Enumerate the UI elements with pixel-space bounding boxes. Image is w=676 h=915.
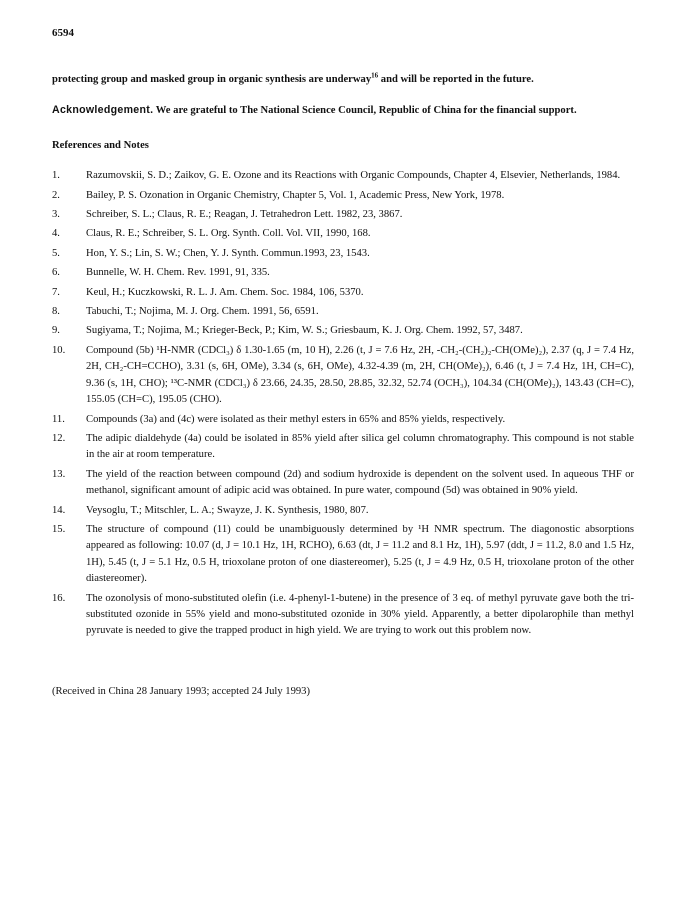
- reference-item: [52, 226, 634, 242]
- reference-item: [52, 207, 634, 223]
- intro-paragraph: [52, 72, 634, 88]
- acknowledgement-paragraph: [52, 102, 634, 119]
- reference-text: Keul, H.; Kuczkowski, R. L. J. Am. Chem. Soc. 1984, 106, 5370.: [86, 286, 364, 298]
- reference-item: [52, 431, 634, 464]
- reference-number: 2.: [52, 189, 60, 201]
- reference-text: Compound (5b) ¹H-NMR (CDCl₃) δ 1.30-1.65 (m, 10 H), 2.26 (t, J = 7.6 Hz, 2H, -CH₂-(CH₂)₂-CH(OMe)₂), 2.37 (q, J = 7.4 Hz, 2H, CH₂-CH=CCHO), 3.31 (s, 6H, OMe), 3.34 (s, 6H, OMe), 4.32-4.39 (m, 2H, CH(OMe)₂), 6.46 (t, J = 7.4 Hz, 1H, CH=C), 9.36 (s, 1H, CHO); ¹³C-NMR (CDCl₃) δ 23.66, 24.35, 28.50, 28.85, 32.32, 52.74 (OCH₃), 104.34 (CH(OMe)₂), 143.43 (CH=C), 155.05 (CH=C), 195.05 (CHO).: [86, 344, 634, 406]
- reference-text: Compounds (3a) and (4c) were isolated as their methyl esters in 65% and 85% yields, respectively.: [86, 413, 506, 425]
- reference-number: 13.: [52, 468, 66, 480]
- reference-text: Bailey, P. S. Ozonation in Organic Chemistry, Chapter 5, Vol. 1, Academic Press, New York, 1978.: [86, 189, 505, 201]
- reference-number: 5.: [52, 247, 60, 259]
- reference-text: Veysoglu, T.; Mitschler, L. A.; Swayze, J. K. Synthesis, 1980, 807.: [86, 504, 369, 516]
- reference-number: 14.: [52, 504, 66, 516]
- reference-text: Hon, Y. S.; Lin, S. W.; Chen, Y. J. Synth. Commun.1993, 23, 1543.: [86, 247, 370, 259]
- reference-item: [52, 246, 634, 262]
- acknowledgement-label: Acknowledgement.: [52, 104, 154, 117]
- reference-number: 11.: [52, 413, 65, 425]
- reference-item: [52, 591, 634, 640]
- reference-item: [52, 503, 634, 519]
- reference-text: Razumovskii, S. D.; Zaikov, G. E. Ozone and its Reactions with Organic Compounds, Chapter 4, Elsevier, Netherlands, 1984.: [86, 170, 621, 182]
- reference-number: 9.: [52, 325, 60, 337]
- intro-text-end: and will be reported in the future.: [378, 74, 534, 85]
- reference-item: [52, 522, 634, 588]
- reference-number: 12.: [52, 432, 66, 444]
- intro-superscript: 16: [371, 71, 379, 80]
- reference-item: [52, 188, 634, 204]
- reference-text: Schreiber, S. L.; Claus, R. E.; Reagan, J. Tetrahedron Lett. 1982, 23, 3867.: [86, 209, 403, 221]
- reference-text: The ozonolysis of mono-substituted olefin (i.e. 4-phenyl-1-butene) in the presence of 3 eq. of methyl pyruvate gave both the tri-substituted ozonide in 55% yield and mono-substituted ozonide in 30% yield. Apparently, a better dipolarophile than methyl pyruvate is needed to give the trapped product in high yield. We are trying to work out this problem now.: [86, 592, 634, 637]
- reference-text: Claus, R. E.; Schreiber, S. L. Org. Synth. Coll. Vol. VII, 1990, 168.: [86, 228, 371, 240]
- reference-number: 7.: [52, 286, 60, 298]
- references-heading: References and Notes: [52, 139, 149, 151]
- received-date: (Received in China 28 January 1993; accepted 24 July 1993): [52, 685, 311, 697]
- page-content: [52, 72, 634, 700]
- reference-item: [52, 304, 634, 320]
- reference-item: [52, 412, 634, 428]
- reference-item: [52, 467, 634, 500]
- reference-list: [52, 168, 634, 640]
- reference-number: 16.: [52, 592, 66, 604]
- reference-text: The yield of the reaction between compound (2d) and sodium hydroxide is dependent on the solvent used. In aqueous THF or methanol, significant amount of adipic acid was obtained. In pure water, compound (5d) was obtained in 90% yield.: [86, 468, 634, 497]
- reference-item: [52, 343, 634, 409]
- reference-number: 10.: [52, 344, 66, 356]
- reference-text: The adipic dialdehyde (4a) could be isolated in 85% yield after silica gel column chromatography. This compound is not stable in the air at room temperature.: [86, 432, 634, 461]
- intro-text: protecting group and masked group in organic synthesis are underway: [52, 74, 372, 85]
- page-number: 6594: [52, 27, 74, 39]
- reference-number: 6.: [52, 267, 60, 279]
- reference-number: 15.: [52, 523, 66, 535]
- reference-item: [52, 323, 634, 339]
- reference-text: Sugiyama, T.; Nojima, M.; Krieger-Beck, P.; Kim, W. S.; Griesbaum, K. J. Org. Chem. 1992, 57, 3487.: [86, 325, 523, 337]
- reference-number: 3.: [52, 209, 60, 221]
- reference-text: Bunnelle, W. H. Chem. Rev. 1991, 91, 335.: [86, 267, 270, 279]
- reference-number: 8.: [52, 306, 60, 318]
- reference-number: 1.: [52, 170, 60, 182]
- reference-number: 4.: [52, 228, 60, 240]
- acknowledgement-text: We are grateful to The National Science Council, Republic of China for the financial support.: [153, 105, 577, 117]
- reference-item: [52, 265, 634, 281]
- reference-text: Tabuchi, T.; Nojima, M. J. Org. Chem. 1991, 56, 6591.: [86, 306, 319, 318]
- reference-item: [52, 285, 634, 301]
- reference-text: The structure of compound (11) could be unambiguously determined by ¹H NMR spectrum. The diagonostic absorptions appeared as following: 10.07 (d, J = 10.1 Hz, 1H, RCHO), 6.63 (dt, J = 11.2 and 8.1 Hz, 1H), 5.97 (ddt, J = 11.2, 8.0 and 1.5 Hz, 1H), 5.45 (t, J = 5.1 Hz, 0.5 H, trioxolane proton of one diastereomer), 5.25 (t, J = 4.9 Hz, 0.5 H, trioxolane proton of the other diastereomer).: [86, 523, 634, 585]
- reference-item: [52, 168, 634, 184]
